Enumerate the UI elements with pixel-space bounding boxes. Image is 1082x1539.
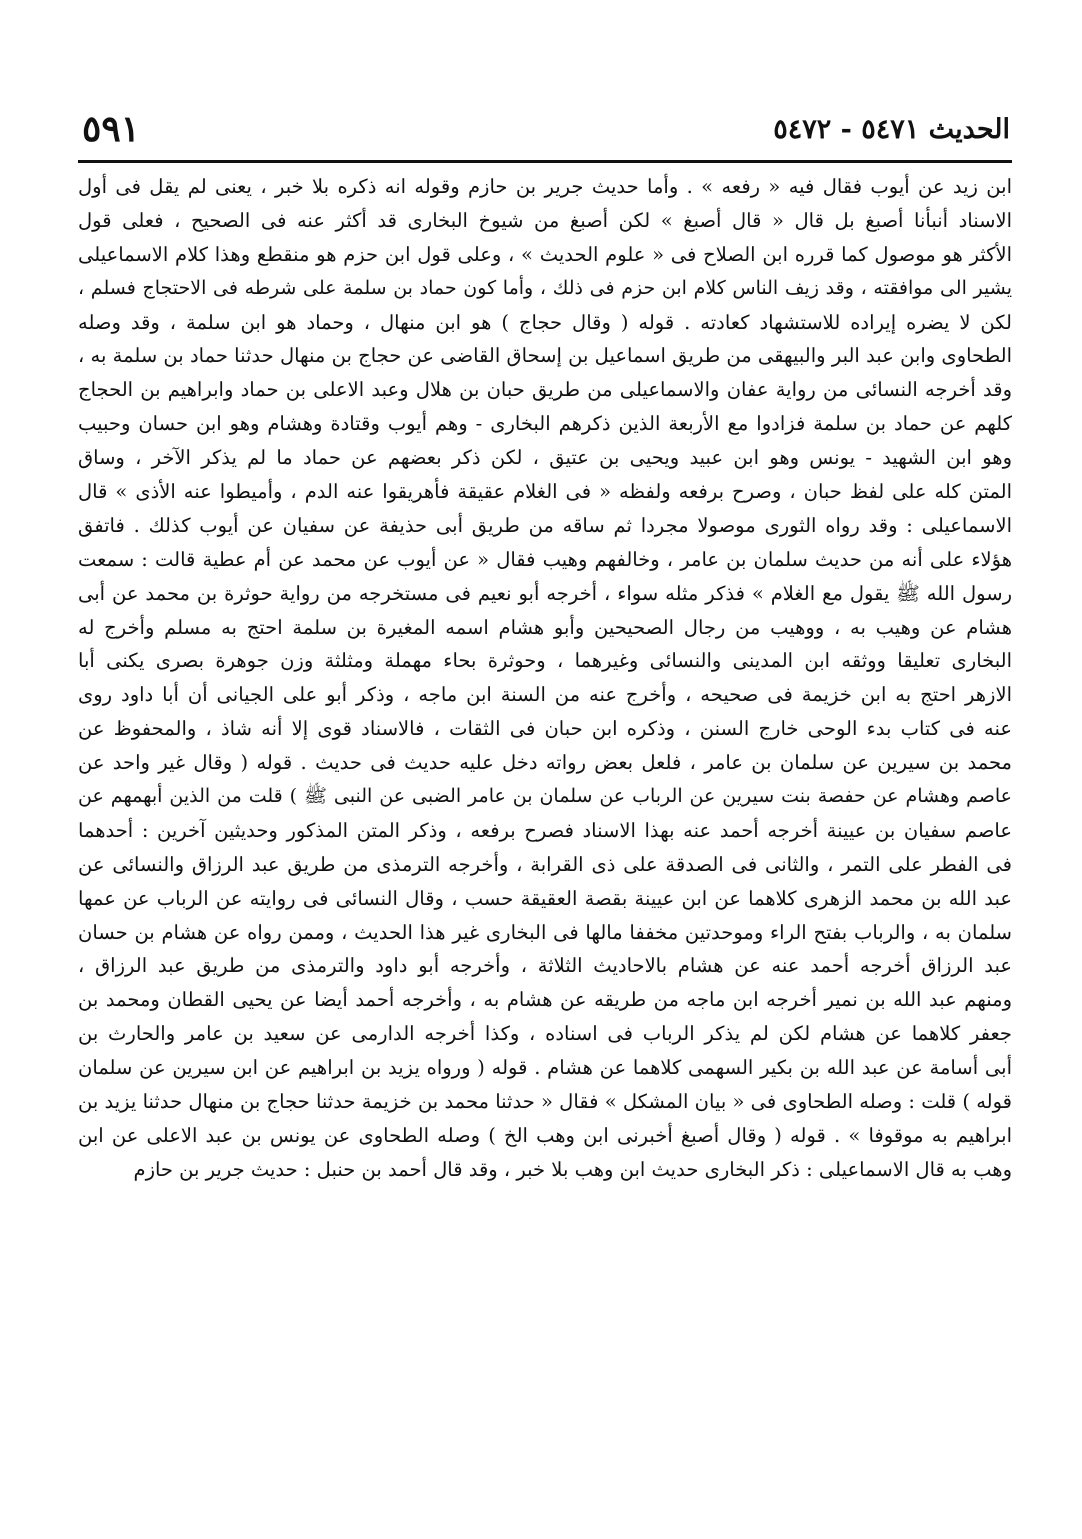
text-line: ابراهيم به موقوفا » . قوله ( وقال أصبغ أخبرنى ابن وهب الخ ) وصله الطحاوى عن يونس بن عبد الاعلى عن ابن bbox=[78, 1123, 1012, 1147]
text-line: قوله ) قلت : وصله الطحاوى فى « بيان المشكل » فقال « حدثنا محمد بن خزيمة حدثنا حجاج بن منهال حدثنا يزيد بن bbox=[78, 1090, 1012, 1114]
text-line: هشام عن وهيب به ، ووهيب من رجال الصحيحين وأبو هشام اسمه المغيرة بن سلمة احتج به مسلم وأخرج له bbox=[78, 615, 1012, 639]
text-line: عنه فى كتاب بدء الوحى خارج السنن ، وذكره ابن حبان فى الثقات ، فالاسناد قوى إلا أنه شاذ ، والمحفوظ عن bbox=[78, 717, 1012, 741]
text-line: جعفر كلاهما عن هشام لكن لم يذكر الرباب فى اسناده ، وكذا أخرجه الدارمى عن سعيد بن عامر والحارث بن bbox=[78, 1022, 1012, 1046]
text-line: البخارى تعليقا ووثقه ابن المدينى والنسائى وغيرهما ، وحوثرة بحاء مهملة ومثلثة وزن جوهرة بصرى يكنى أبا bbox=[78, 649, 1012, 673]
text-line: فى الفطر على التمر ، والثانى فى الصدقة على ذى القرابة ، وأخرجه الترمذى من طريق عبد الرزاق والنسائى عن bbox=[78, 852, 1012, 876]
text-line: الاسماعيلى : وقد رواه الثورى موصولا مجردا ثم ساقه من طريق أبى حذيفة عن سفيان عن أيوب كذلك . فاتفق bbox=[78, 513, 1012, 537]
text-line: ومنهم عبد الله بن نمير أخرجه ابن ماجه من طريقه عن هشام به ، وأخرجه أحمد أيضا عن يحيى القطان ومحمد بن bbox=[78, 988, 1012, 1012]
text-line: سلمان به ، والرباب بفتح الراء وموحدتين مخففا مالها فى البخارى غير هذا الحديث ، وممن رواه عن هشام بن حسان bbox=[78, 920, 1012, 944]
text-line: أبى أسامة عن عبد الله بن بكير السهمى كلاهما عن هشام . قوله ( ورواه يزيد بن ابراهيم عن ابن سيرين عن سلمان bbox=[78, 1056, 1012, 1080]
text-line: المتن كله على لفظ حبان ، وصرح برفعه ولفظه « فى الغلام عقيقة فأهريقوا عنه الدم ، وأميطوا عنه الأذى » قال bbox=[78, 480, 1012, 504]
text-line: وهب به قال الاسماعيلى : ذكر البخارى حديث ابن وهب بلا خبر ، وقد قال أحمد بن حنبل : حديث جرير بن حازم bbox=[133, 1157, 1012, 1181]
text-line: عاصم سفيان بن عيينة أخرجه أحمد عنه بهذا الاسناد فصرح برفعه ، وذكر المتن المذكور وحديثين آخرين : أحدهما bbox=[78, 818, 1012, 842]
text-line: الازهر احتج به ابن خزيمة فى صحيحه ، وأخرج عنه من السنة ابن ماجه ، وذكر أبو على الجيانى أن أبا داود روى bbox=[78, 683, 1012, 707]
page-header bbox=[82, 108, 1010, 154]
header-divider bbox=[78, 160, 1012, 163]
text-line: كلهم عن حماد بن سلمة فزادوا مع الأربعة الذين ذكرهم البخارى - وهم أيوب وقتادة وهشام وهو ابن حسان وحبيب bbox=[78, 412, 1012, 436]
text-line: يشير الى موافقته ، وقد زيف الناس كلام ابن حزم فى ذلك ، وأما كون حماد بن سلمة على شرطه فى الاحتجاج فسلم ، bbox=[78, 276, 1012, 299]
text-line: محمد بن سيرين عن سلمان بن عامر ، فلعل بعض رواته دخل عليه حديث فى حديث . قوله ( وقال غير واحد عن bbox=[78, 751, 1012, 775]
running-title: الحديث ٥٤٧١ - ٥٤٧٢ bbox=[773, 114, 1010, 145]
text-line: لكن لا يضره إيراده للاستشهاد كعادته . قوله ( وقال حجاج ) هو ابن منهال ، وحماد هو ابن سلمة ، وقد وصله bbox=[78, 310, 1012, 334]
page-number: ٥٩١ bbox=[82, 108, 141, 150]
text-line: وقد أخرجه النسائى من رواية عفان والاسماعيلى من طريق حبان بن هلال وعبد الاعلى بن حماد وابراهيم بن الحجاج bbox=[78, 378, 1012, 402]
text-line: عاصم وهشام عن حفصة بنت سيرين عن الرباب عن سلمان بن عامر الضبى عن النبى ﷺ ) قلت من الذين أبهمهم عن bbox=[78, 785, 1012, 808]
text-line: عبد الرزاق أخرجه أحمد عنه عن هشام بالاحاديث الثلاثة ، وأخرجه أبو داود والترمذى من طريق عبد الرزاق ، bbox=[78, 954, 1012, 978]
text-line: هؤلاء على أنه من حديث سلمان بن عامر ، وخالفهم وهيب فقال « عن أيوب عن محمد عن أم عطية قالت : سمعت bbox=[78, 547, 1012, 571]
text-line: الأكثر هو موصول كما قرره ابن الصلاح فى « علوم الحديث » ، وعلى قول ابن حزم هو منقطع وهذا كلام الاسماعيلى bbox=[78, 242, 1012, 266]
text-line: وهو ابن الشهيد - يونس وهو ابن عبيد ويحيى بن عتيق ، لكن ذكر بعضهم عن حماد ما لم يذكر الآخر ، وساق bbox=[78, 446, 1012, 470]
text-line: عبد الله بن محمد الزهرى كلاهما عن ابن عيينة بقصة العقيقة حسب ، وقال النسائى فى روايته عن الرباب عن عمها bbox=[78, 886, 1012, 910]
text-line: ابن زيد عن أيوب فقال فيه « رفعه » . وأما حديث جرير بن حازم وقوله انه ذكره بلا خبر ، يعنى لم يقل فى أول bbox=[78, 175, 1012, 198]
text-line: الطحاوى وابن عبد البر والبيهقى من طريق اسماعيل بن إسحاق القاضى عن حجاج بن منهال حدثنا حماد بن سلمة به ، bbox=[78, 344, 1012, 368]
text-line: الاسناد أنبأنا أصبغ بل قال « قال أصبغ » لكن أصبغ من شيوخ البخارى قد أكثر عنه فى الصحيح ، فعلى قول bbox=[78, 208, 1012, 232]
commentary-text bbox=[78, 170, 1012, 1187]
text-line: رسول الله ﷺ يقول مع الغلام » فذكر مثله سواء ، أخرجه أبو نعيم فى مستخرجه من رواية حوثرة بن محمد عن أبى bbox=[78, 581, 1012, 605]
